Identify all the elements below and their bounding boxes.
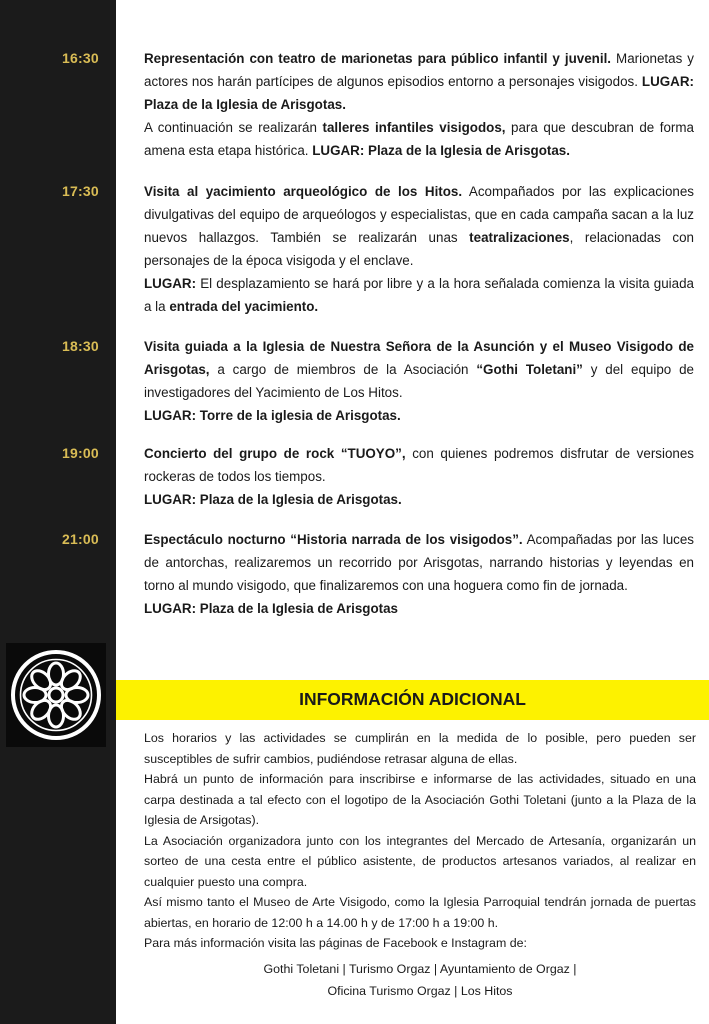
event-text: y del equipo de investigadores del Yacimiento de Los Hitos. <box>144 362 694 400</box>
event-description <box>144 442 694 511</box>
info-banner <box>116 680 709 720</box>
event-text: , relacionadas con personajes de la época visigoda y el enclave. <box>144 230 694 268</box>
event-highlight: “Gothi Toletani” <box>476 362 583 377</box>
rose-window-logo <box>6 643 106 747</box>
section-title: INFORMACIÓN ADICIONAL <box>299 689 526 709</box>
event-text: Acompañados por las explicaciones divulgativas del equipo de arqueólogos y especialistas, que en cada campaña sacan a la luz nuevos hallazgos. También se realizarán unas <box>144 184 694 245</box>
event-highlight: teatralizaciones <box>469 230 570 245</box>
event-time: 18:30 <box>62 338 99 354</box>
event-text: El desplazamiento se hará por libre y a la hora señalada comienza la visita guiada a la <box>144 276 694 314</box>
sidebar-band <box>0 0 116 1024</box>
event-location-label: LUGAR: <box>144 276 197 291</box>
event-title: Representación con teatro de marionetas para público infantil y juvenil. <box>144 51 612 66</box>
event-time: 17:30 <box>62 183 99 199</box>
info-paragraph: Así mismo tanto el Museo de Arte Visigodo, como la Iglesia Parroquial tendrán jornada de puertas abiertas, en horario de 12:00 h a 14.00 h y de 17:00 h a 19:00 h. <box>144 895 696 930</box>
event-description <box>144 47 694 162</box>
event-location: LUGAR: Plaza de la Iglesia de Arisgotas <box>144 601 398 616</box>
links-line: Oficina Turismo Orgaz | Los Hitos <box>327 984 513 998</box>
event-text: con quienes podremos disfrutar de versiones rockeras de todos los tiempos. <box>144 446 694 484</box>
event-description <box>144 180 694 318</box>
event-location: LUGAR: Plaza de la Iglesia de Arisgotas. <box>144 492 402 507</box>
event-highlight: talleres infantiles visigodos, <box>322 120 506 135</box>
additional-info <box>144 728 696 954</box>
more-info-text: Para más información visita las páginas de Facebook e Instagram de: <box>144 936 527 950</box>
event-location: LUGAR: Plaza de la Iglesia de Arisgotas. <box>144 74 694 112</box>
event-title: Visita guiada a la Iglesia de Nuestra Señora de la Asunción y el Museo Visigodo de Arisgotas, <box>144 339 694 377</box>
event-description <box>144 528 694 620</box>
event-title: Visita al yacimiento arqueológico de los Hitos. <box>144 184 463 199</box>
event-location: entrada del yacimiento. <box>169 299 319 314</box>
event-text: Marionetas y actores nos harán partícipes de algunos episodios entorno a personajes visigodos. <box>144 51 694 89</box>
info-paragraph: Habrá un punto de información para inscribirse e informarse de las actividades, situado en una carpa destinada a tal efecto con el logotipo de la Asociación Gothi Toletani (junto a la Plaza de la Iglesia de Arsigotas). <box>144 772 696 827</box>
info-paragraph: Los horarios y las actividades se cumplirán en la medida de lo posible, pero pueden ser susceptibles de sufrir cambios, pudiéndose retrasar alguna de ellas. <box>144 731 696 766</box>
event-title: Concierto del grupo de rock “TUOYO”, <box>144 446 406 461</box>
event-text: A continuación se realizarán <box>144 120 323 135</box>
event-description <box>144 335 694 427</box>
event-text: Acompañadas por las luces de antorchas, realizaremos un recorrido por Arisgotas, narrando historias y leyendas en torno al mundo visigodo, que finalizaremos con una hoguera como fin de jornada. <box>144 532 694 593</box>
event-time: 16:30 <box>62 50 99 66</box>
event-time: 21:00 <box>62 531 99 547</box>
social-links <box>144 958 696 1002</box>
event-text: a cargo de miembros de la Asociación <box>209 362 477 377</box>
rose-window-icon <box>6 643 106 747</box>
event-time: 19:00 <box>62 445 99 461</box>
event-text: para que descubran de forma amena esta etapa histórica. <box>144 120 694 158</box>
event-title: Espectáculo nocturno “Historia narrada de los visigodos”. <box>144 532 523 547</box>
event-location: LUGAR: Torre de la iglesia de Arisgotas. <box>144 408 401 423</box>
links-line: Gothi Toletani | Turismo Orgaz | Ayuntamiento de Orgaz | <box>263 962 577 976</box>
event-location: LUGAR: Plaza de la Iglesia de Arisgotas. <box>312 143 570 158</box>
info-paragraph: La Asociación organizadora junto con los integrantes del Mercado de Artesanía, organizarán un sorteo de una cesta entre el público asistente, de productos artesanos variados, al realizar en cualquier puesto una compra. <box>144 833 696 889</box>
